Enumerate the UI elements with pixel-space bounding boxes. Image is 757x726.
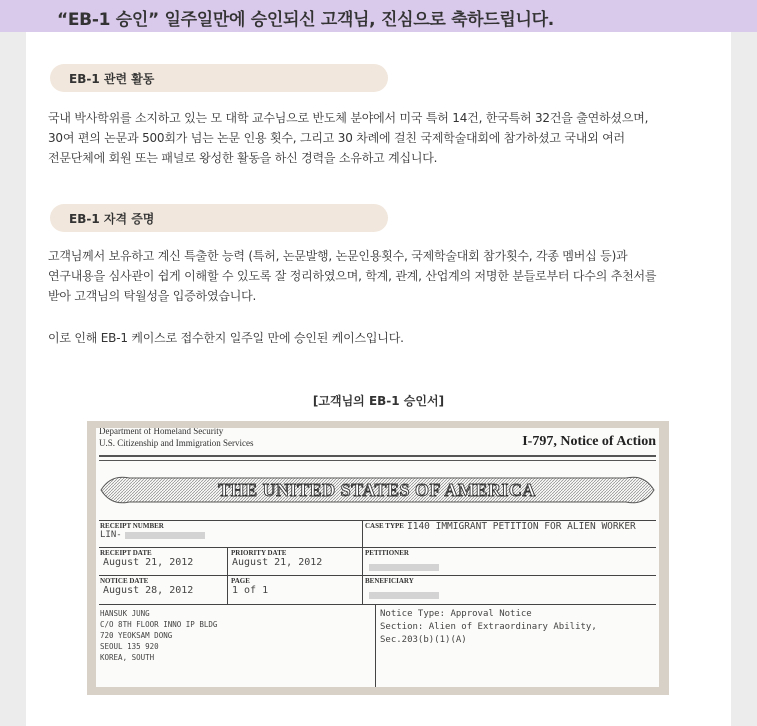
address-line: C/O 8TH FLOOR INNO IP BLDG [100,620,218,629]
receipt-number-label: RECEIPT NUMBER [100,522,164,530]
section-heading-activities [50,64,388,92]
receipt-date-label: RECEIPT DATE [100,549,152,557]
page-label: PAGE [231,577,250,585]
address-line: KOREA, SOUTH [100,653,155,662]
uscis-label: U.S. Citizenship and Immigration Services [99,438,254,448]
address-line: HANSUK JUNG [100,609,150,618]
redacted-area [369,592,439,599]
section-heading-label: EB-1 관련 활동 [69,72,155,86]
paragraph-line: 연구내용을 심사관이 쉽게 이해할 수 있도록 잘 정리하였으며, 학계, 관계, 산업계의 저명한 분들로부터 다수의 추천서를 [48,269,657,283]
paragraph-line: 국내 박사학위를 소지하고 있는 모 대학 교수님으로 반도체 분야에서 미국 특허 14건, 한국특허 32건을 출연하셨으며, [48,111,649,125]
redacted-area [369,564,439,571]
receipt-date-value: August 21, 2012 [103,557,194,568]
notice-fields [99,520,656,687]
paragraph-line: 고객님께서 보유하고 계신 특출한 능력 (특허, 논문발행, 논문인용횟수, 국제학술대회 참가횟수, 각종 멤버십 등)과 [48,249,628,263]
notice-type: Notice Type: Approval Notice [380,609,532,619]
content-panel [26,32,731,726]
usa-banner [99,470,656,510]
form-title: I-797, Notice of Action [522,434,656,449]
case-type-value: I140 IMMIGRANT PETITION FOR ALIEN WORKER [407,521,636,532]
notice-details [380,608,597,647]
qualification-paragraph [48,246,704,306]
banner-text: THE UNITED STATES OF AMERICA [218,480,536,500]
address-line: SEOUL 135 920 [100,642,159,651]
header-bar [0,0,757,32]
activities-paragraph [48,108,704,168]
approval-notice-image [87,421,669,695]
case-type-label: CASE TYPE [365,522,404,530]
paragraph-line: 전문단체에 회원 또는 패널로 왕성한 활동을 하신 경력을 소유하고 계십니다. [48,151,438,165]
divider [99,455,656,457]
dhs-label: Department of Homeland Security [99,428,224,436]
petitioner-label: PETITIONER [365,549,409,557]
page-value: 1 of 1 [232,585,269,596]
receipt-number-value: LIN- [100,530,122,540]
notice-section: Section: Alien of Extraordinary Ability, [380,622,597,632]
section-heading-qualification [50,204,388,232]
notice-date-label: NOTICE DATE [100,577,149,585]
address-line: 720 YEOKSAM DONG [100,631,173,640]
image-caption: [고객님의 EB-1 승인서] [312,394,445,408]
paragraph-line: 30여 편의 논문과 500회가 넘는 논문 인용 횟수, 그리고 30 차례에 걸친 국제학술대회에 참가하셨고 국내외 여러 [48,131,625,145]
closing-paragraph: 이로 인해 EB-1 케이스로 접수한지 일주일 만에 승인된 케이스입니다. [48,331,404,345]
notice-section-code: Sec.203(b)(1)(A) [380,635,467,645]
priority-date-label: PRIORITY DATE [231,549,287,557]
paragraph-line: 받아 고객님의 탁월성을 입증하였습니다. [48,289,257,303]
priority-date-value: August 21, 2012 [232,557,323,568]
page-title: “EB-1 승인” 일주일만에 승인되신 고객님, 진심으로 축하드립니다. [57,10,554,30]
redacted-area [125,532,205,539]
divider [99,460,656,461]
notice-date-value: August 28, 2012 [103,585,194,596]
section-heading-label: EB-1 자격 증명 [69,212,155,226]
beneficiary-label: BENEFICIARY [365,577,414,585]
mailing-address [100,608,217,663]
i797-document [96,428,659,687]
